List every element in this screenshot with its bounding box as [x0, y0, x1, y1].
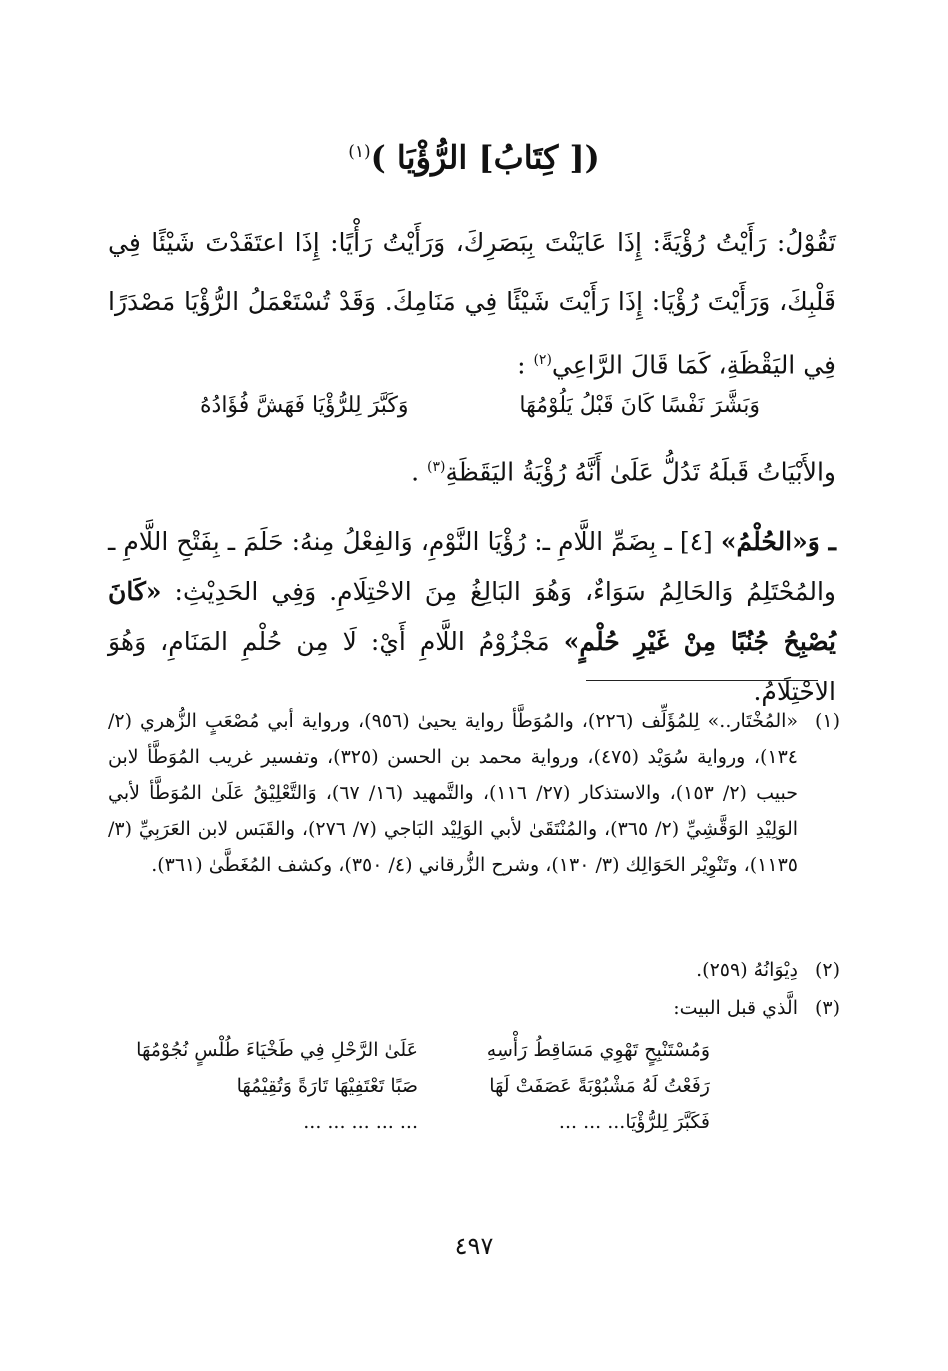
footnote-2: [108, 952, 840, 988]
paragraph-3-text: [٤] ـ بِضَمِّ اللَّامِ ـ: رُؤْيَا النَّوْمِ، وَالفِعْلُ مِنهُ: حَلَمَ ـ بِفَتْحِ اللَّامِ ـ والمُحْتَلِمُ وَالحَالِمُ سَوَاءٌ، وَهُوَ البَالِغُ مِنَ الاحْتِلَامِ. وَفِي الحَدِيْثِ:: [108, 527, 836, 606]
verse-second-hemistich: صَبًا تَعْتَفِيْهَا تَارَةً وَتُقِيْمُهَا: [236, 1075, 418, 1097]
paragraph-2-text: والأَبْيَاتُ قَبلَهُ تَدُلُّ عَلَىٰ أَنَّهُ رُؤْيَةُ اليَقَظَةِ: [445, 457, 836, 487]
footnote-3-number: (٣): [814, 997, 840, 1019]
footnote-1-number: (١): [814, 710, 840, 732]
paragraph-1-text: تَقُوْلُ: رَأَيْتُ رُؤْيَةً: إِذَا عَايَنْتَ بِبَصَرِكَ، وَرَأَيْتُ رَأْيًا: إِذَا اعتَقَدْتَ شَيْئًا فِي قَلْبِكَ، وَرَأَيْتَ رُؤْيَا: إِذَا رَأَيْتَ شَيْئًا فِي مَنَامِكَ. وَقَدْ تُسْتَعْمَلُ الرُّؤْيَا مَصْدَرًا فِي اليَقْظَةِ، كَمَا قَالَ الرَّاعِي: [108, 228, 836, 380]
footnote-ref-1: (١): [348, 142, 371, 162]
footnote-3: [108, 990, 840, 1026]
paragraph-3-end: مَجْزُوْمُ اللَّامِ أَيْ: لَا مِن حُلْمِ المَنَامِ، وَهُوَ الاحْتِلَامُ.: [108, 627, 836, 706]
chapter-title: [0, 128, 948, 182]
verse-second-hemistich: عَلَىٰ الرَّحْلِ فِي طَخْيَاءَ طُلْسٍ نُجُوْمُهَا: [136, 1039, 418, 1061]
paragraph-3: [108, 517, 836, 717]
paragraph-2: [108, 443, 836, 496]
verse-first-hemistich: رَفَعْتُ لَهُ مَشْبُوْبَةً عَصَفَتْ لَهَا: [489, 1075, 710, 1097]
chapter-title-text: ([ كِتَابُ] الرُّؤْيَا ): [370, 138, 600, 177]
poem-verse: [200, 386, 760, 426]
paragraph-1: [108, 213, 836, 394]
footnote-1: [108, 703, 840, 883]
verse-first-hemistich: وَمُسْتَنْبِحٍ تَهْوِي مَسَاقِطُ رَأْسِهِ: [486, 1039, 710, 1061]
footnote-ref-2: (٢): [533, 352, 552, 368]
footnote-separator: [586, 680, 818, 681]
paragraph-2-end: .: [411, 457, 420, 487]
footnote-2-number: (٢): [814, 959, 840, 981]
page-number: ٤٩٧: [454, 1232, 494, 1260]
footnote-3-text: الَّذي قبل البيت:: [673, 997, 798, 1019]
paragraph-1-end: :: [517, 350, 526, 380]
hadith-quote: «كَانَ يُصْبِحُ جُنُبًا مِنْ غَيْرِ حُلْمٍ»: [108, 577, 837, 656]
footnote-1-text: «المُخْتَار..» لِلمُؤَلِّف (٢٢٦)، والمُوَطَّأ رواية يحيىٰ (٩٥٦)، ورواية أبي مُصْعَبٍ الزُّهري (٢/ ١٣٤)، ورواية سُوَيْد (٤٧٥)، ورواية محمد بن الحسن (٣٢٥)، وتفسير غريب المُوَطَّأ لابن حبيب (٢/ ١٥٣)، والاستذكار (٢٧/ ١١٦)، والتَّمهيد (١٦/ ٦٧)، وَالتَّعْلِيْقُ عَلَىٰ المُوَطَّأ لأبي الوَلِيْدِ الوَقَّشِيِّ (٢/ ٣٦٥)، والمُنْتَقَىٰ لأبي الوَلِيْد البَاجي (٧/ ٢٧٦)، والقَبَس لابن العَرَبِيِّ (٣/ ١١٣٥)، وتَنْوِيْر الحَوَالِك (٣/ ١٣٠)، وشرح الزُّرقاني (٤/ ٣٥٠)، وكشف المُغَطَّىٰ (٣٦١).: [108, 710, 799, 876]
footnote-2-text: دِيْوَانُهُ (٢٥٩).: [696, 959, 798, 981]
footnote-verse: [170, 1104, 710, 1140]
footnote-verse: [136, 1032, 710, 1068]
poem-second-hemistich: وَكَبَّرَ لِلرُّؤْيَا فَهَشَّ فُؤَادُهُ: [200, 393, 409, 418]
verse-first-hemistich: فَكَبَّرَ لِلرُّؤْيَا... ... ...: [558, 1111, 710, 1133]
poem-first-hemistich: وَبَشَّرَ نَفْسًا كَانَ قَبْلُ يَلُوْمُهَا: [519, 393, 760, 418]
verse-second-hemistich: ... ... ... ... ...: [303, 1111, 418, 1133]
footnote-verse: [170, 1068, 710, 1104]
footnote-ref-3: (٣): [426, 459, 446, 475]
paragraph-3-lead: ـ وَ«الحُلْمُ»: [720, 527, 836, 556]
footnote-verses: [136, 1032, 710, 1140]
